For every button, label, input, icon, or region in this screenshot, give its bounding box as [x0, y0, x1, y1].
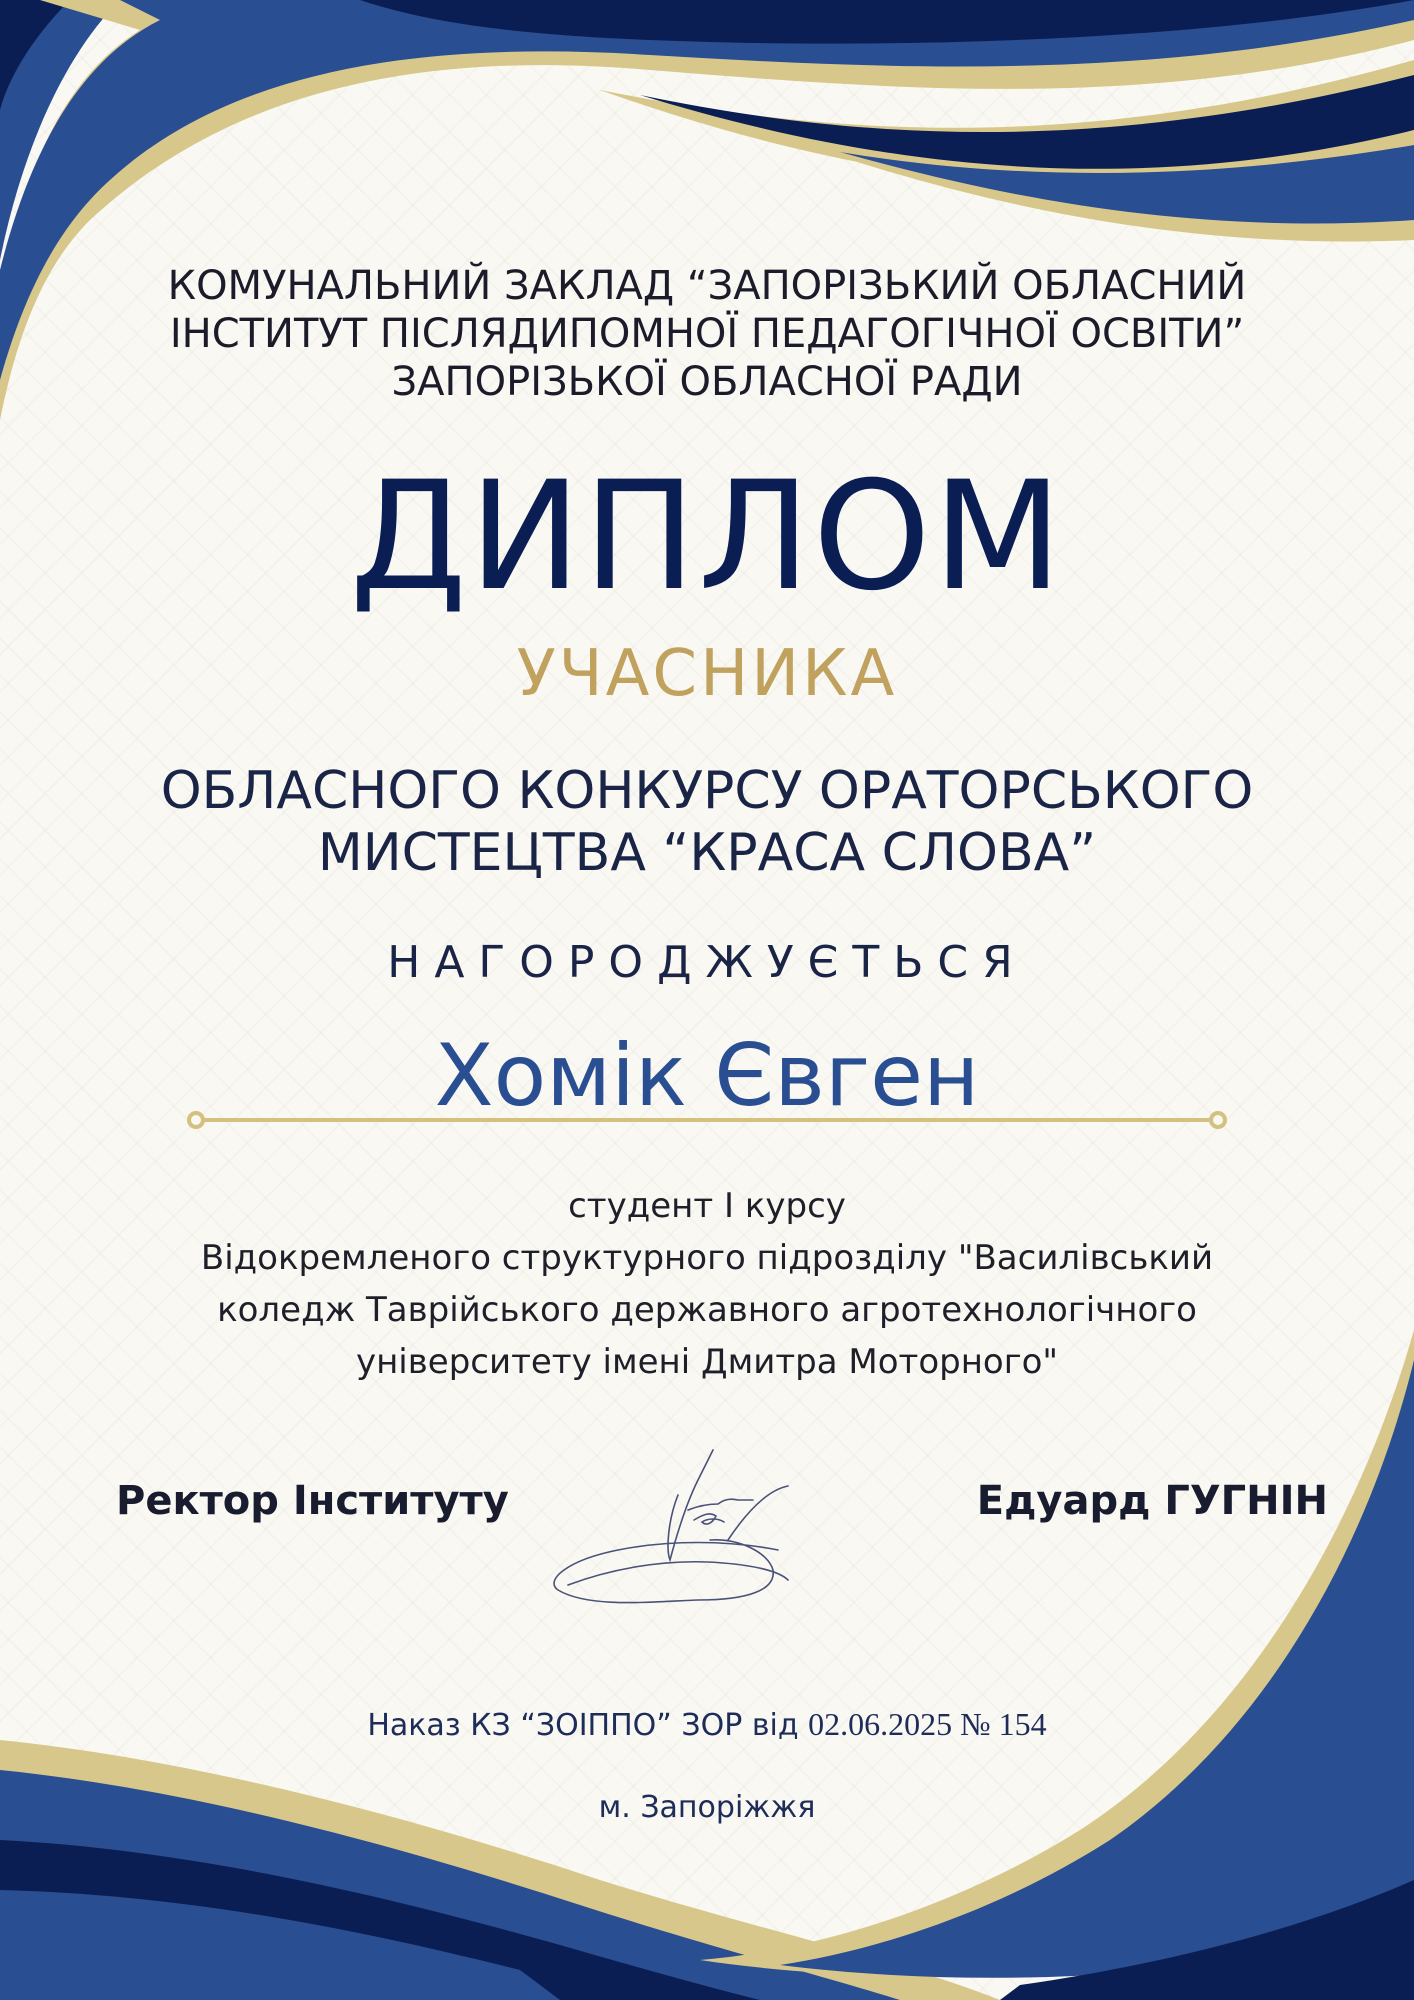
order-date-number: 02.06.2025 № 154	[808, 1706, 1047, 1742]
signatory-name: Едуард ГУГНІН	[976, 1478, 1328, 1524]
description-line-4: університету імені Дмитра Моторного"	[355, 1342, 1059, 1382]
description-line-3: коледж Таврійського державного агротехнологічного	[217, 1290, 1197, 1330]
signatory-position: Ректор Інституту	[116, 1478, 509, 1524]
institution-line-3: ЗАПОРІЗЬКОЇ ОБЛАСНОЇ РАДИ	[391, 359, 1023, 405]
diploma-title: ДИПЛОМ	[349, 450, 1065, 624]
order-reference	[0, 1702, 1414, 1748]
contest-line-1: ОБЛАСНОГО КОНКУРСУ ОРАТОРСЬКОГО	[160, 761, 1254, 821]
recipient-name: Хомік Євген	[434, 1026, 980, 1126]
recipient-description	[0, 1180, 1414, 1388]
diploma-subtitle: УЧАСНИКА	[516, 637, 898, 711]
order-text: Наказ КЗ “ЗОІППО” ЗОР від	[367, 1708, 799, 1743]
city: м. Запоріжжя	[598, 1790, 816, 1825]
description-line-2: Відокремленого структурного підрозділу "Василівський	[200, 1238, 1214, 1278]
institution-line-2: ІНСТИТУТ ПІСЛЯДИПОМНОЇ ПЕДАГОГІЧНОЇ ОСВІТИ”	[169, 311, 1245, 357]
awarded-label: НАГОРОДЖУЄТЬСЯ	[387, 937, 1027, 988]
description-line-1: студент І курсу	[568, 1186, 846, 1226]
contest-name	[0, 760, 1414, 884]
contest-line-2: МИСТЕЦТВА “КРАСА СЛОВА”	[317, 823, 1097, 883]
handwritten-signature	[548, 1440, 828, 1620]
institution-line-1: КОМУНАЛЬНИЙ ЗАКЛАД “ЗАПОРІЗЬКИЙ ОБЛАСНИЙ	[167, 263, 1247, 309]
institution-name	[0, 262, 1414, 406]
